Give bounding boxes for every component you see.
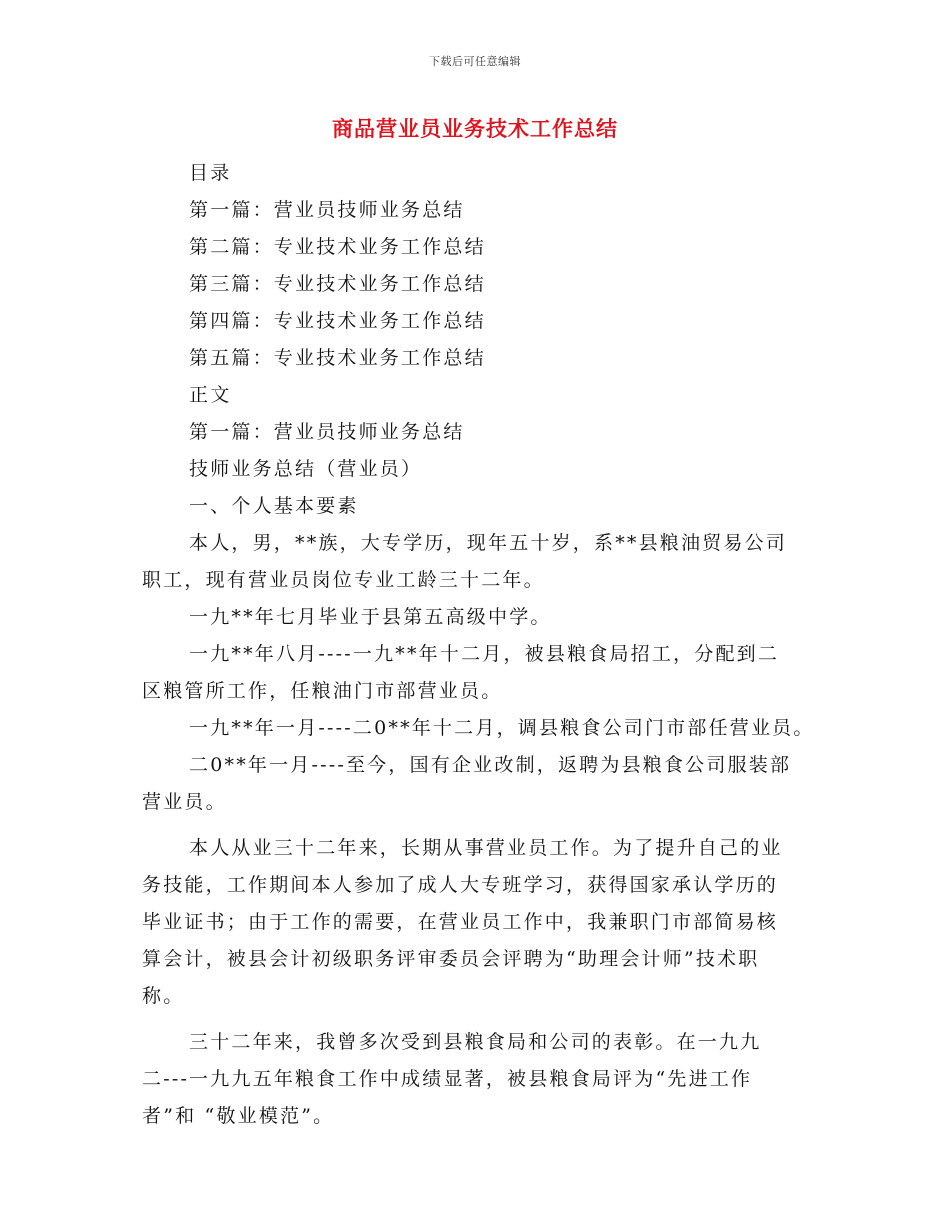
- paragraph-line: 毕业证书；由于工作的需要，在营业员工作中，我兼职门市部简易核: [142, 911, 779, 933]
- toc-item: 第一篇：营业员技师业务总结: [189, 199, 465, 221]
- paragraph-line: 二0**年一月----至今，国有企业改制，返聘为县粮食公司服装部: [189, 754, 792, 776]
- document-title: 商品营业员业务技术工作总结: [332, 116, 618, 141]
- toc-item: 第三篇：专业技术业务工作总结: [189, 273, 486, 295]
- paragraph-line: 一九**年一月----二0**年十二月，调县粮食公司门市部任营业员。: [189, 717, 815, 739]
- body-heading: 正文: [189, 384, 232, 406]
- paragraph-line: 职工，现有营业员岗位专业工龄三十二年。: [142, 569, 545, 591]
- toc-item: 第五篇：专业技术业务工作总结: [189, 347, 486, 369]
- paragraph-line: 区粮管所工作，任粮油门市部营业员。: [142, 680, 503, 702]
- paragraph-line: 本人从业三十二年来，长期从事营业员工作。为了提升自己的业: [189, 837, 783, 859]
- subtitle: 技师业务总结（营业员）: [189, 458, 423, 480]
- paragraph-line: 者”和 “敬业模范”。: [142, 1105, 335, 1127]
- paragraph-line: 务技能，工作期间本人参加了成人大专班学习，获得国家承认学历的: [142, 874, 779, 896]
- toc-item: 第四篇：专业技术业务工作总结: [189, 310, 486, 332]
- paragraph-line: 称。: [142, 985, 185, 1007]
- paragraph: [142, 710, 842, 747]
- paragraph-line: 一九**年八月----一九**年十二月，被县粮食局招工，分配到二: [189, 643, 780, 665]
- paragraph: [142, 1024, 842, 1135]
- paragraph: [142, 830, 842, 1015]
- paragraph-gap: [142, 1015, 842, 1024]
- paragraph: [142, 636, 842, 710]
- document-body: [142, 155, 842, 1135]
- paragraph: [142, 525, 842, 599]
- paragraph-line: 算会计，被县会计初级职务评审委员会评聘为“助理会计师”技术职: [142, 948, 760, 970]
- paragraph: [142, 599, 842, 636]
- part-title: 第一篇：营业员技师业务总结: [189, 421, 465, 443]
- header-note: 下载后可任意编辑: [429, 55, 521, 68]
- section-heading: 一、个人基本要素: [189, 495, 359, 517]
- toc-item: 第二篇：专业技术业务工作总结: [189, 236, 486, 258]
- paragraph-line: 营业员。: [142, 791, 227, 813]
- toc-heading: 目录: [189, 162, 232, 184]
- paragraph-line: 三十二年来，我曾多次受到县粮食局和公司的表彰。在一九九: [189, 1031, 762, 1053]
- paragraph: [142, 747, 842, 821]
- paragraph-line: 二---一九九五年粮食工作中成绩显著，被县粮食局评为“先进工作: [142, 1068, 753, 1090]
- paragraph-line: 一九**年七月毕业于县第五高级中学。: [189, 606, 552, 628]
- paragraph-line: 本人，男，**族，大专学历，现年五十岁，系**县粮油贸易公司: [189, 532, 788, 554]
- paragraph-gap: [142, 821, 842, 830]
